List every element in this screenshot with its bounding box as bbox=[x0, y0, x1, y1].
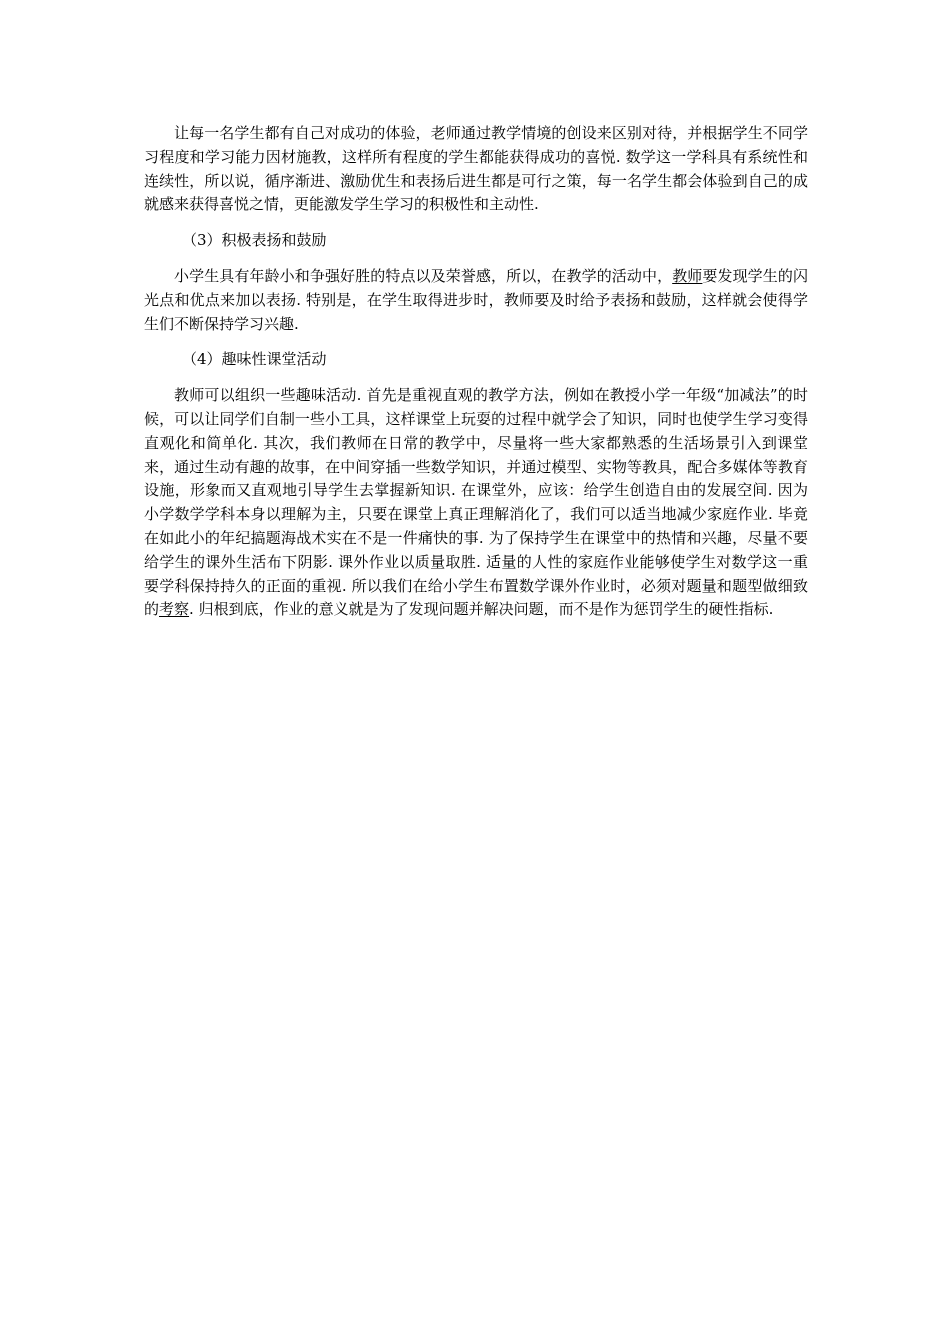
paragraph-text: 小学生具有年龄小和争强好胜的特点以及荣誉感，所以，在教学的活动中， bbox=[174, 266, 673, 285]
paragraph-text: . 归根到底，作业的意义就是为了发现问题并解决问题，而不是作为惩罚学生的硬性指标. bbox=[189, 600, 774, 619]
document-body bbox=[144, 122, 808, 634]
link-teacher[interactable]: 教师 bbox=[672, 266, 703, 285]
section-heading-praise: （3）积极表扬和鼓励 bbox=[182, 231, 327, 250]
paragraph-activities bbox=[144, 384, 808, 622]
paragraph-success-experience bbox=[144, 122, 808, 217]
paragraph-praise bbox=[144, 265, 808, 336]
paragraph-text: 要发现学生的闪光点和优点来加以表扬. 特别是，在学生取得进步时，教师要及时给予表扬和鼓励，这样就会使得学生们不断保持学习兴趣. bbox=[144, 266, 808, 333]
paragraph-text: 教师可以组织一些趣味活动. 首先是重视直观的教学方法，例如在教授小学一年级“加减法”的时候，可以让同学们自制一些小工具，这样课堂上玩耍的过程中就学会了知识，同时也使学生学习变得直观化和简单化. 其次，我们教师在日常的教学中，尽量将一些大家都熟悉的生活场景引入到课堂来，通过生动有趣的故事，在中间穿插一些数学知识，并通过模型、实物等教具，配合多媒体等教育设施，形象而又直观地引导学生去掌握新知识. 在课堂外，应该：给学生创造自由的发展空间. 因为小学数学学科本身以理解为主，只要在课堂上真正理解消化了，我们可以适当地减少家庭作业. 毕竟在如此小的年纪搞题海战术实在不是一件痛快的事. 为了保持学生在课堂中的热情和兴趣，尽量不要给学生的课外生活布下阴影. 课外作业以质量取胜. 适量的人性的家庭作业能够使学生对数学这一重要学科保持持久的正面的重视. 所以我们在给小学生布置数学课外作业时，必须对题量和题型做细致的 bbox=[144, 386, 808, 619]
link-examine[interactable]: 考察 bbox=[159, 600, 190, 619]
section-heading-activities: （4）趣味性课堂活动 bbox=[182, 350, 327, 369]
paragraph-text: 让每一名学生都有自己对成功的体验，老师通过教学情境的创设来区别对待，并根据学生不同学习程度和学习能力因材施教，这样所有程度的学生都能获得成功的喜悦. 数学这一学科具有系统性和连续性，所以说，循序渐进、激励优生和表扬后进生都是可行之策，每一名学生都会体验到自己的成就感来获得喜悦之情，更能激发学生学习的积极性和主动性. bbox=[144, 124, 808, 214]
